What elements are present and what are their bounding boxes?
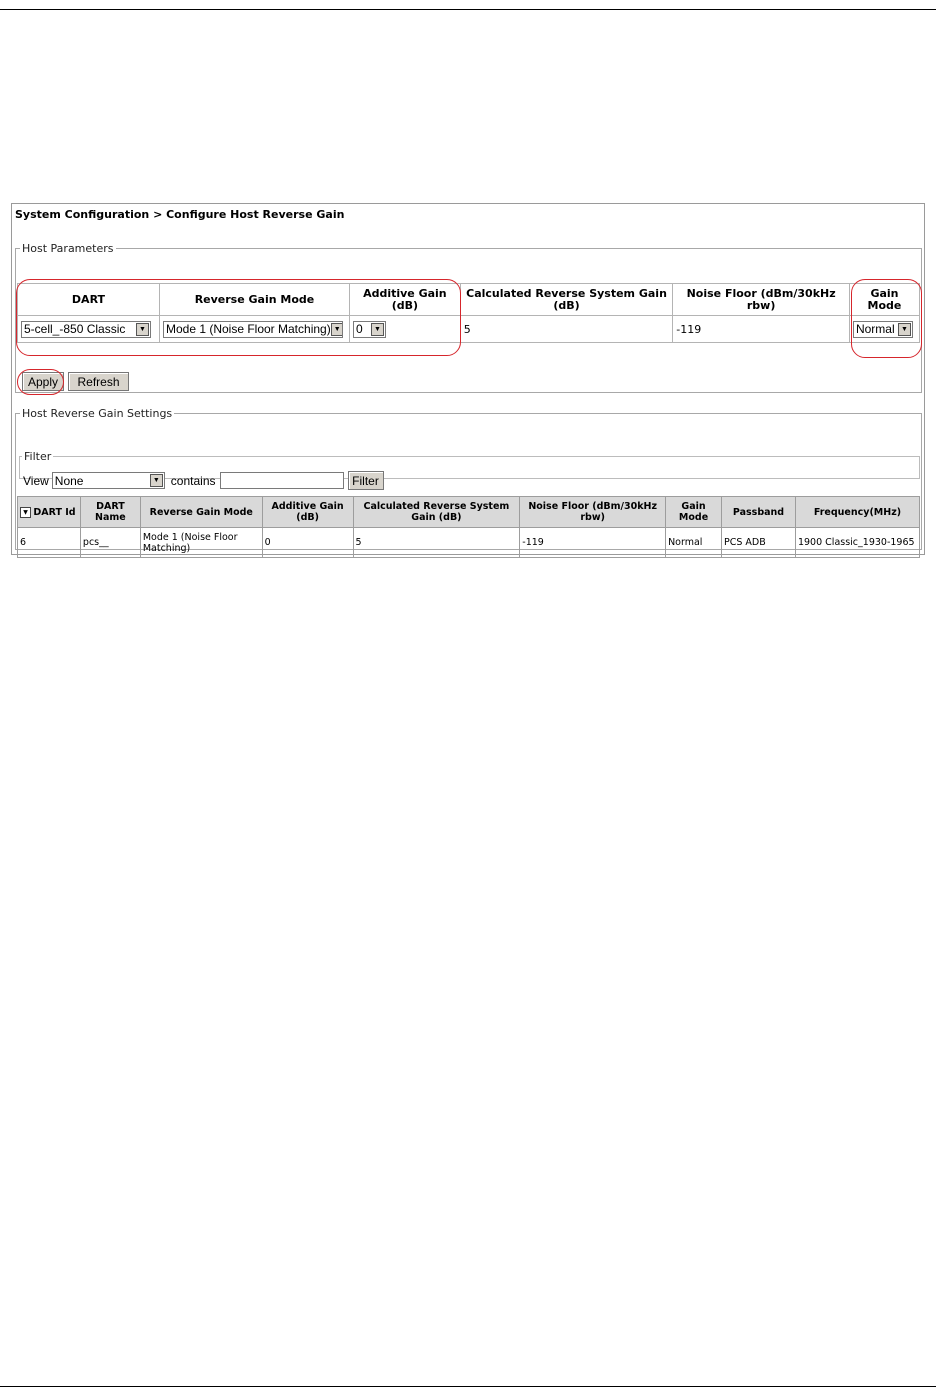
column-header-gain-mode[interactable]: Gain Mode	[666, 497, 722, 528]
column-header-noise-floor[interactable]: Noise Floor (dBm/30kHz rbw)	[520, 497, 666, 528]
breadcrumb: System Configuration > Configure Host Reverse Gain	[15, 208, 345, 221]
cell-dart-id: 6	[18, 528, 81, 558]
filter-row	[23, 471, 384, 490]
gain-mode-cell	[849, 316, 919, 343]
gain-mode-select-value: Normal	[855, 322, 895, 336]
column-header-dart-id[interactable]	[18, 497, 81, 528]
host-parameters-table	[17, 283, 920, 343]
host-parameters-legend: Host Parameters	[22, 242, 114, 255]
refresh-button[interactable]: Refresh	[68, 372, 129, 391]
chevron-down-icon[interactable]: ▼	[136, 323, 149, 336]
page-top-rule	[0, 9, 936, 10]
view-select[interactable]	[52, 472, 165, 489]
cell-gain-mode: Normal	[666, 528, 722, 558]
cell-passband: PCS ADB	[722, 528, 796, 558]
noise-floor-header: Noise Floor (dBm/30kHz rbw)	[673, 284, 850, 316]
column-header-frequency[interactable]: Frequency(MHz)	[795, 497, 919, 528]
calculated-gain-value: 5	[460, 316, 673, 343]
cell-frequency: 1900 Classic_1930-1965	[795, 528, 919, 558]
reverse-gain-mode-cell	[159, 316, 349, 343]
dart-header: DART	[18, 284, 160, 316]
reverse-gain-mode-select[interactable]	[163, 321, 343, 338]
additive-gain-select-value: 0	[355, 322, 363, 336]
noise-floor-value: -119	[673, 316, 850, 343]
gain-mode-header: Gain Mode	[849, 284, 919, 316]
host-parameters-header-row	[18, 284, 920, 316]
table-row[interactable]	[18, 528, 920, 558]
view-label: View	[23, 473, 49, 488]
column-header-reverse-gain-mode[interactable]: Reverse Gain Mode	[140, 497, 262, 528]
column-header-passband[interactable]: Passband	[722, 497, 796, 528]
cell-dart-name: pcs__	[80, 528, 140, 558]
dart-cell	[18, 316, 160, 343]
additive-gain-header: Additive Gain (dB)	[349, 284, 460, 316]
contains-label: contains	[170, 473, 216, 488]
gain-settings-legend: Host Reverse Gain Settings	[22, 407, 173, 420]
gain-settings-header-row	[18, 497, 920, 528]
gain-settings-table	[17, 496, 920, 558]
column-header-label: DART Id	[33, 506, 76, 518]
host-parameters-panel	[15, 242, 922, 393]
dart-select[interactable]	[21, 321, 151, 338]
cell-reverse-gain-mode: Mode 1 (Noise Floor Matching)	[140, 528, 262, 558]
calculated-gain-header: Calculated Reverse System Gain (dB)	[460, 284, 673, 316]
chevron-down-icon[interactable]: ▼	[898, 323, 911, 336]
additive-gain-select[interactable]	[353, 321, 386, 338]
chevron-down-icon[interactable]: ▼	[331, 323, 343, 336]
filter-button[interactable]: Filter	[348, 471, 384, 490]
view-select-value: None	[54, 473, 84, 488]
sort-toggle-icon[interactable]: ▼	[20, 507, 31, 518]
gain-mode-select[interactable]	[853, 321, 913, 338]
column-header-calculated-gain[interactable]: Calculated Reverse System Gain (dB)	[353, 497, 520, 528]
host-parameters-value-row	[18, 316, 920, 343]
filter-legend: Filter	[24, 450, 52, 463]
dart-select-value: 5-cell_-850 Classic	[24, 322, 126, 336]
cell-additive-gain: 0	[262, 528, 353, 558]
contains-input[interactable]	[220, 472, 344, 489]
column-header-additive-gain[interactable]: Additive Gain (dB)	[262, 497, 353, 528]
additive-gain-cell	[349, 316, 460, 343]
chevron-down-icon[interactable]: ▼	[150, 474, 163, 487]
cell-calculated-gain: 5	[353, 528, 520, 558]
apply-button[interactable]: Apply	[22, 372, 64, 391]
page-bottom-rule	[0, 1386, 936, 1387]
chevron-down-icon[interactable]: ▼	[371, 323, 384, 336]
host-reverse-gain-screen	[11, 203, 925, 555]
host-reverse-gain-settings-panel	[15, 407, 922, 554]
reverse-gain-mode-select-value: Mode 1 (Noise Floor Matching)	[165, 322, 331, 336]
reverse-gain-mode-header: Reverse Gain Mode	[159, 284, 349, 316]
column-header-dart-name[interactable]: DART Name	[80, 497, 140, 528]
filter-panel	[19, 450, 920, 488]
cell-noise-floor: -119	[520, 528, 666, 558]
